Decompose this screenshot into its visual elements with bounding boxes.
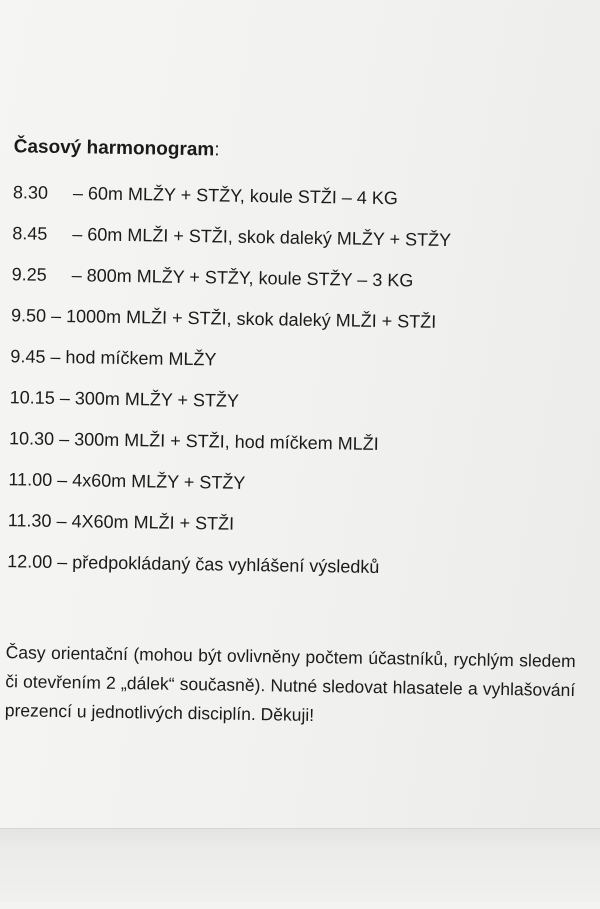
note-paragraph: Časy orientační (mohou být ovlivněny počtem účastníků, rychlým sledem či otevřením 2 „dálek“ současně). Nutné sledovat hlasatele a vyhlašování prezencí u jednotlivých disciplín. Děkuji!: [4, 641, 576, 725]
schedule-time: 10.15: [9, 387, 55, 408]
schedule-time: 10.30: [8, 428, 55, 449]
schedule-event: – 300m MLŽI + STŽI, hod míčkem MLŽI: [54, 428, 379, 455]
schedule-event: – 60m MLŽI + STŽI, skok daleký MLŽY + STŽY: [72, 224, 452, 251]
document-title: [14, 136, 220, 161]
schedule-time: 11.30: [7, 510, 52, 531]
title-text: Časový harmonogram: [13, 136, 215, 161]
schedule-event: – 800m MLŽY + STŽY, koule STŽY – 3 KG: [71, 265, 414, 291]
schedule-time: 9.45: [10, 346, 46, 367]
schedule-event: – 300m MLŽY + STŽY: [54, 387, 240, 411]
title-colon: :: [214, 139, 220, 161]
schedule-time: 12.00: [7, 551, 53, 572]
schedule-list: [7, 180, 593, 599]
schedule-event: – 60m MLŽY + STŽY, koule STŽI – 4 KG: [72, 183, 399, 209]
schedule-time: 9.50: [10, 305, 47, 326]
schedule-event: – hod míčkem MLŽY: [45, 346, 217, 370]
schedule-event: – předpokládaný čas vyhlášení výsledků: [52, 551, 380, 578]
schedule-time: 11.00: [8, 469, 53, 490]
schedule-time: 8.30: [12, 182, 49, 203]
schedule-event: – 4X60m MLŽI + STŽI: [51, 510, 235, 534]
schedule-time: 8.45: [12, 223, 48, 244]
schedule-time: 9.25: [11, 264, 47, 285]
schedule-event: – 4x60m MLŽY + STŽY: [52, 469, 246, 493]
schedule-row: [7, 549, 588, 599]
schedule-event: – 1000m MLŽI + STŽI, skok daleký MLŽI + STŽI: [45, 305, 437, 332]
